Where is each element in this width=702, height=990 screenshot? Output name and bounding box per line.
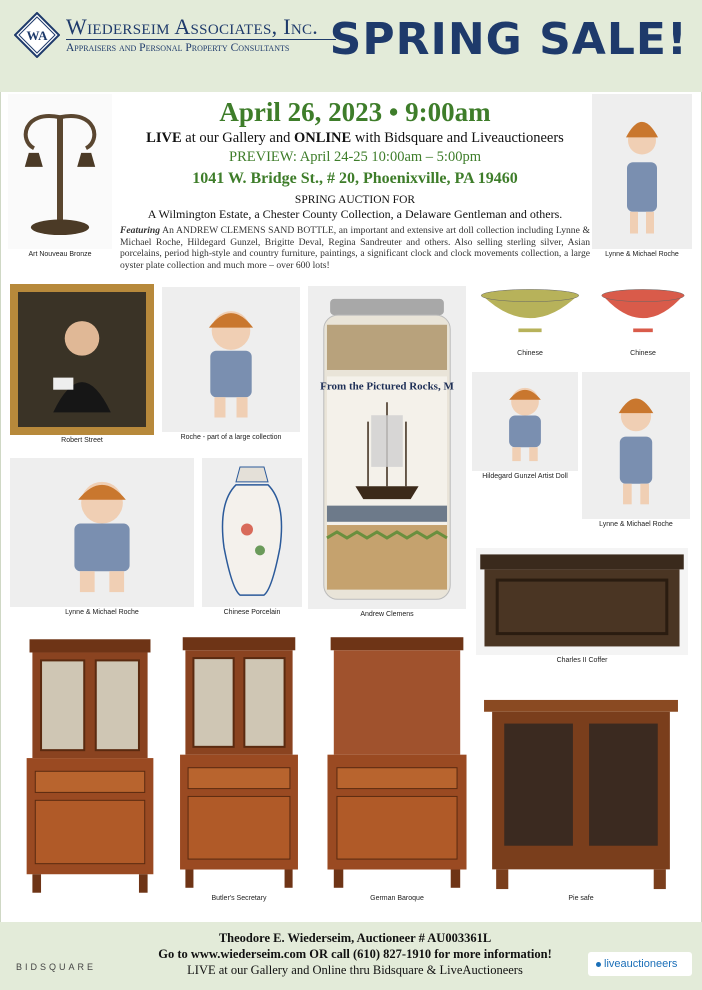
live-line: [120, 128, 590, 148]
doll-photo-icon: [592, 94, 692, 249]
photo-caption: Lynne & Michael Roche: [599, 521, 673, 528]
online-word: ONLINE: [293, 130, 352, 146]
photo-caption: Pie safe: [568, 895, 594, 902]
firm-name: Wiederseim Associates, Inc.: [66, 14, 319, 39]
photo-tile: [10, 284, 154, 446]
photo-caption: Lynne & Michael Roche: [605, 251, 679, 258]
photo-tile: [582, 372, 690, 530]
photo-tile: [18, 634, 162, 898]
portrait-photo-icon: [10, 284, 154, 435]
photo-caption: Chinese: [630, 350, 656, 357]
photo-tile: [594, 287, 692, 359]
liveauctioneers-dot-icon: [596, 962, 601, 967]
bidsquare-logo[interactable]: BIDSQUARE: [16, 962, 97, 972]
doll-photo-icon: [582, 372, 690, 519]
footer-band: [0, 922, 702, 990]
photo-caption: Lynne & Michael Roche: [65, 609, 139, 616]
featuring-word: Featuring: [120, 225, 160, 236]
liveauctioneers-logo[interactable]: [588, 952, 692, 976]
estates-line: A Wilmington Estate, a Chester County Collection, a Delaware Gentleman and others.: [147, 207, 563, 221]
live-online-line: LIVE at our Gallery and Online thru Bidsquare & LiveAuctioneers: [187, 963, 523, 977]
photo-tile: [162, 287, 300, 443]
auction-for: SPRING AUCTION FOR: [294, 194, 416, 206]
photo-tile: [318, 632, 476, 904]
headline: SPRING SALE!: [329, 14, 688, 65]
footer-text: [120, 930, 590, 979]
photo-caption: Hildegard Gunzel Artist Doll: [482, 473, 568, 480]
live-mid: at our Gallery and: [181, 130, 294, 146]
photo-tile: [10, 458, 194, 618]
photo-tile: [476, 548, 688, 666]
bowl-photo-icon: [594, 287, 692, 348]
website-line[interactable]: Go to www.wiederseim.com OR call (610) 827-1910 for more information!: [158, 947, 552, 961]
bureau-photo-icon: [318, 632, 476, 893]
photo-tile: [202, 458, 302, 618]
auction-info: [120, 96, 590, 271]
live-suffix: with Bidsquare and Liveauctioneers: [351, 130, 564, 146]
photo-tile: [308, 286, 466, 620]
pie-safe-photo-icon: [480, 696, 682, 893]
photo-tile: [472, 372, 578, 482]
photo-caption: Charles II Coffer: [556, 657, 608, 664]
firm-subtitle: Appraisers and Personal Property Consultants: [66, 42, 290, 54]
auction-date: April 26, 2023 • 9:00am: [219, 97, 491, 127]
vase-photo-icon: [202, 458, 302, 607]
bowl-photo-icon: [472, 287, 588, 348]
photo-tile: [8, 94, 112, 260]
doll-photo-icon: [10, 458, 194, 607]
lamp-photo-icon: [8, 94, 112, 249]
photo-tile: [480, 696, 682, 904]
liveauctioneers-text: liveauctioneers: [604, 958, 678, 970]
live-word: LIVE: [146, 130, 182, 146]
logo-letters: WA: [26, 28, 48, 43]
doll-photo-icon: [162, 287, 300, 432]
photo-caption: German Baroque: [370, 895, 424, 902]
sand-bottle-lettering: From the Pictured Rocks, M: [320, 380, 454, 393]
photo-caption: Butler's Secretary: [211, 895, 267, 902]
auctioneer-license: Theodore E. Wiederseim, Auctioneer # AU003361L: [218, 931, 492, 945]
sand-bottle-photo-icon: [308, 286, 466, 609]
photo-caption: Robert Street: [61, 437, 103, 444]
photo-caption: Art Nouveau Bronze: [28, 251, 92, 258]
featuring-paragraph: [120, 225, 590, 271]
featuring-text: An ANDREW CLEMENS SAND BOTTLE, an important and extensive art doll collection including Lynne & Michael Roche, Hildegard Gunzel, Brigitte Deval, Regina Sandreuter and others. Also selling sterling silver, Asian porcelains, period high-style and country furniture, paintings, a significant clock and clock movements collection, a large oyster plate collection and much more – over 600 lots!: [120, 225, 590, 271]
photo-caption: Chinese Porcelain: [223, 609, 281, 616]
firm-logo-icon: [14, 12, 60, 58]
photo-tile: [172, 632, 306, 904]
cabinet-photo-icon: [18, 634, 162, 898]
secretary-photo-icon: [172, 632, 306, 893]
header-band: [0, 0, 702, 92]
photo-caption: Roche - part of a large collection: [180, 434, 282, 441]
doll-photo-icon: [472, 372, 578, 471]
coffer-photo-icon: [476, 548, 688, 655]
firm-divider: [66, 39, 336, 40]
preview-times: PREVIEW: April 24-25 10:00am – 5:00pm: [229, 149, 481, 165]
photo-caption: Andrew Clemens: [360, 611, 414, 618]
photo-tile: [592, 94, 692, 260]
photo-tile: [472, 287, 588, 359]
photo-caption: Chinese: [517, 350, 543, 357]
gallery-address: 1041 W. Bridge St., # 20, Phoenixville, PA 19460: [192, 170, 518, 187]
